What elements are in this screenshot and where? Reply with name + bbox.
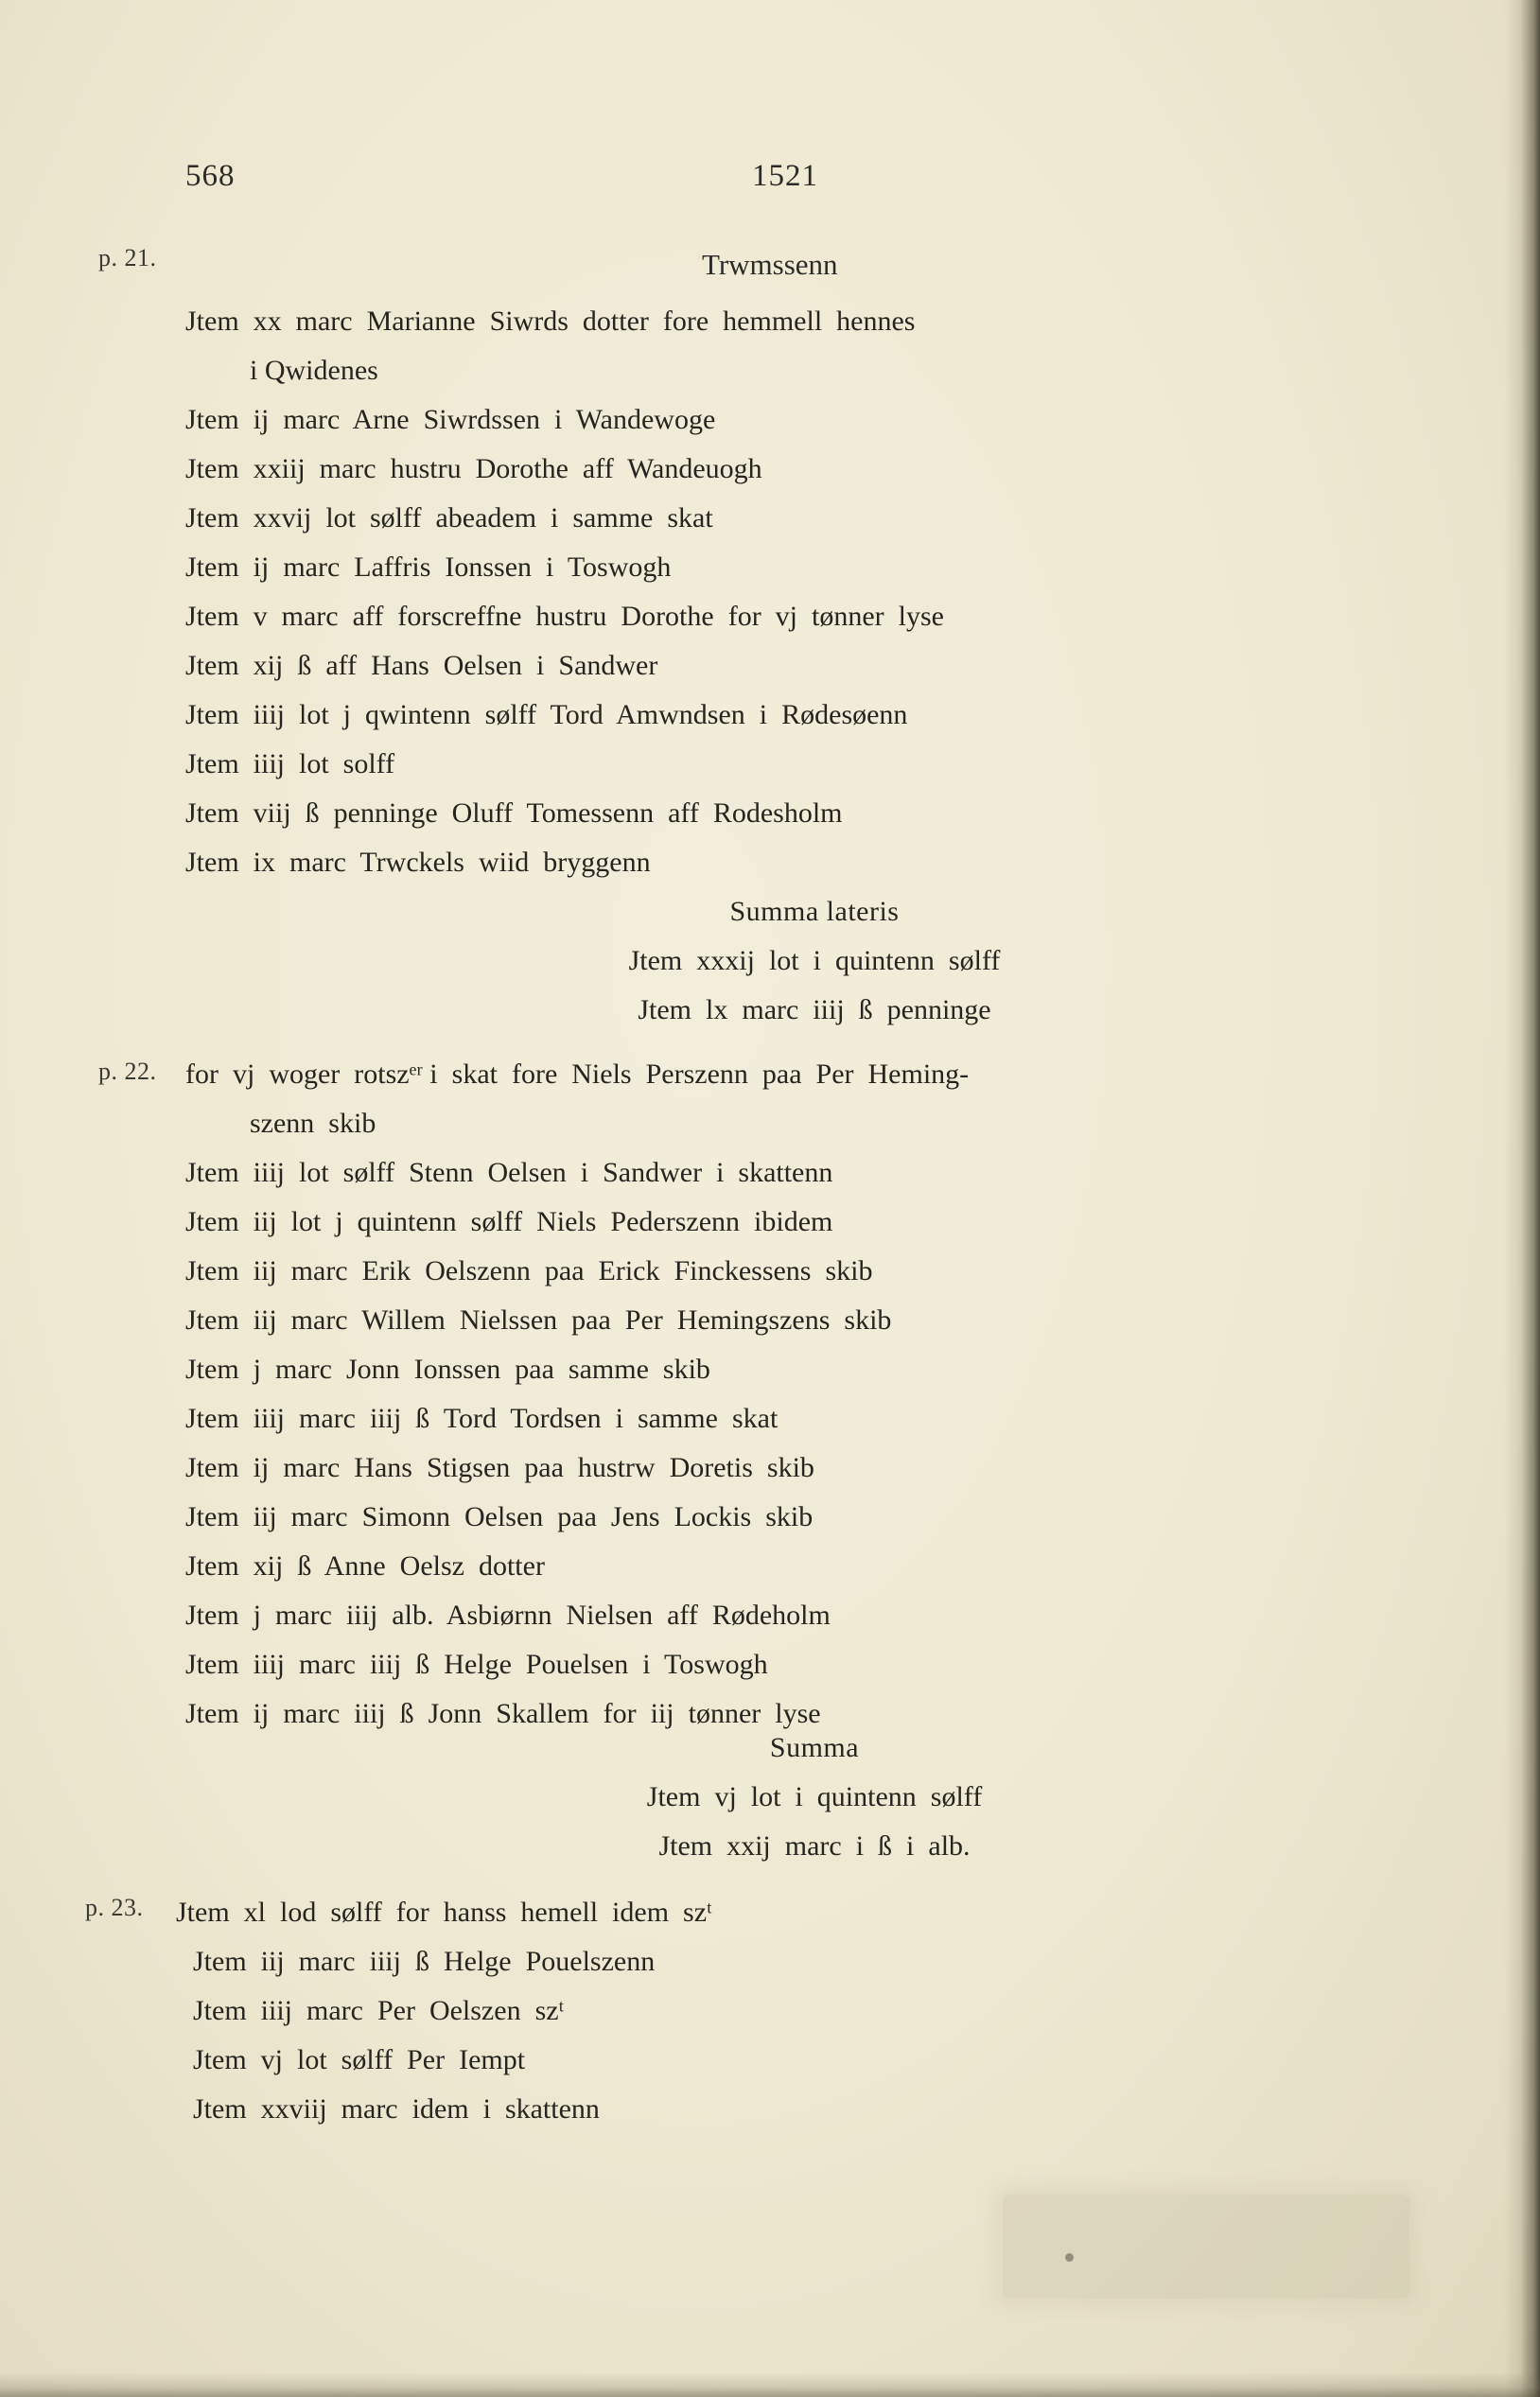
summa-title: Summa bbox=[769, 1732, 860, 1763]
list-item: Jtem ix marc Trwckels wiid bryggenn bbox=[185, 847, 651, 878]
page-right-shadow bbox=[1504, 0, 1540, 2397]
list-item: Jtem iij marc Simonn Oelsen paa Jens Lockis skib bbox=[185, 1501, 814, 1532]
list-item: Jtem j marc iiij alb. Asbiørnn Nielsen aff Rødeholm bbox=[185, 1600, 831, 1631]
page-year: 1521 bbox=[752, 159, 818, 193]
entry-list-page-21 bbox=[185, 248, 1444, 887]
list-item: Jtem iij marc Willem Nielssen paa Per Hemingszens skib bbox=[185, 1304, 892, 1336]
list-item: Jtem xxvij lot sølff abeadem i samme skat bbox=[185, 502, 713, 534]
summa-lateris-block bbox=[185, 887, 1444, 1035]
list-item: Jtem ij marc Laffris Ionssen i Toswogh bbox=[185, 551, 672, 583]
list-item: Jtem ij marc Hans Stigsen paa hustrw Doretis skib bbox=[185, 1452, 814, 1483]
entry-list-page-22 bbox=[185, 1050, 1444, 1739]
section-lead: for vj woger rotszᵉʳ i skat fore Niels Perszenn paa Per Heming- bbox=[185, 1059, 970, 1090]
summa-line: Jtem xxxij lot i quintenn sølff bbox=[628, 945, 1001, 976]
section-heading: Trwmssenn bbox=[702, 248, 838, 281]
list-item: Jtem vj lot sølff Per Iempt bbox=[193, 2044, 526, 2075]
marginal-page-21: p. 21. bbox=[98, 244, 157, 271]
summa-title: Summa lateris bbox=[729, 896, 900, 927]
list-item: Jtem ij marc Arne Siwrdssen i Wandewoge bbox=[185, 404, 716, 435]
list-item: Jtem v marc aff forscreffne hustru Dorothe for vj tønner lyse bbox=[185, 601, 944, 632]
list-item: Jtem xxviij marc idem i skattenn bbox=[193, 2093, 600, 2125]
list-item: Jtem iiij lot sølff Stenn Oelsen i Sandwer i skattenn bbox=[185, 1157, 833, 1188]
page-bottom-shadow bbox=[0, 2372, 1540, 2397]
summa-line: Jtem lx marc iiij ß penninge bbox=[638, 994, 991, 1025]
list-item: i Qwidenes bbox=[250, 355, 378, 386]
list-item: Jtem ij marc iiij ß Jonn Skallem for iij tønner lyse bbox=[185, 1698, 821, 1729]
list-item: Jtem xx marc Marianne Siwrds dotter fore hemmell hennes bbox=[185, 306, 916, 337]
list-item: Jtem xxiij marc hustru Dorothe aff Wandeuogh bbox=[185, 453, 762, 484]
list-item: Jtem viij ß penninge Oluff Tomessenn aff Rodesholm bbox=[185, 797, 843, 829]
list-item: Jtem xij ß aff Hans Oelsen i Sandwer bbox=[185, 650, 658, 681]
summa-block bbox=[185, 1723, 1444, 1871]
marginal-page-22: p. 22. bbox=[98, 1058, 157, 1085]
list-item: Jtem j marc Jonn Ionssen paa samme skib bbox=[185, 1354, 710, 1385]
list-item: Jtem iij lot j quintenn sølff Niels Pederszenn ibidem bbox=[185, 1206, 833, 1237]
list-item: Jtem iiij lot solff bbox=[185, 748, 395, 779]
summa-line: Jtem vj lot i quintenn sølff bbox=[646, 1781, 983, 1812]
marginal-page-23: p. 23. bbox=[85, 1894, 144, 1921]
page-number: 568 bbox=[185, 159, 236, 193]
list-item: Jtem xij ß Anne Oelsz dotter bbox=[185, 1550, 545, 1582]
list-item: Jtem xl lod sølff for hanss hemell idem szᵗ bbox=[176, 1897, 712, 1928]
entry-list-page-23 bbox=[176, 1888, 1434, 2134]
list-item: Jtem iiij marc iiij ß Helge Pouelsen i Toswogh bbox=[185, 1649, 768, 1680]
list-item: Jtem iiij marc iiij ß Tord Tordsen i samme skat bbox=[185, 1403, 779, 1434]
list-item: Jtem iij marc Erik Oelszenn paa Erick Finckessens skib bbox=[185, 1255, 873, 1286]
list-item: Jtem iiij lot j qwintenn sølff Tord Amwndsen i Rødesøenn bbox=[185, 699, 908, 730]
section-lead-cont: szenn skib bbox=[250, 1108, 376, 1139]
summa-line: Jtem xxij marc i ß i alb. bbox=[658, 1830, 971, 1862]
list-item: Jtem iij marc iiij ß Helge Pouelszenn bbox=[193, 1946, 656, 1977]
list-item: Jtem iiij marc Per Oelszen szᵗ bbox=[193, 1995, 565, 2026]
